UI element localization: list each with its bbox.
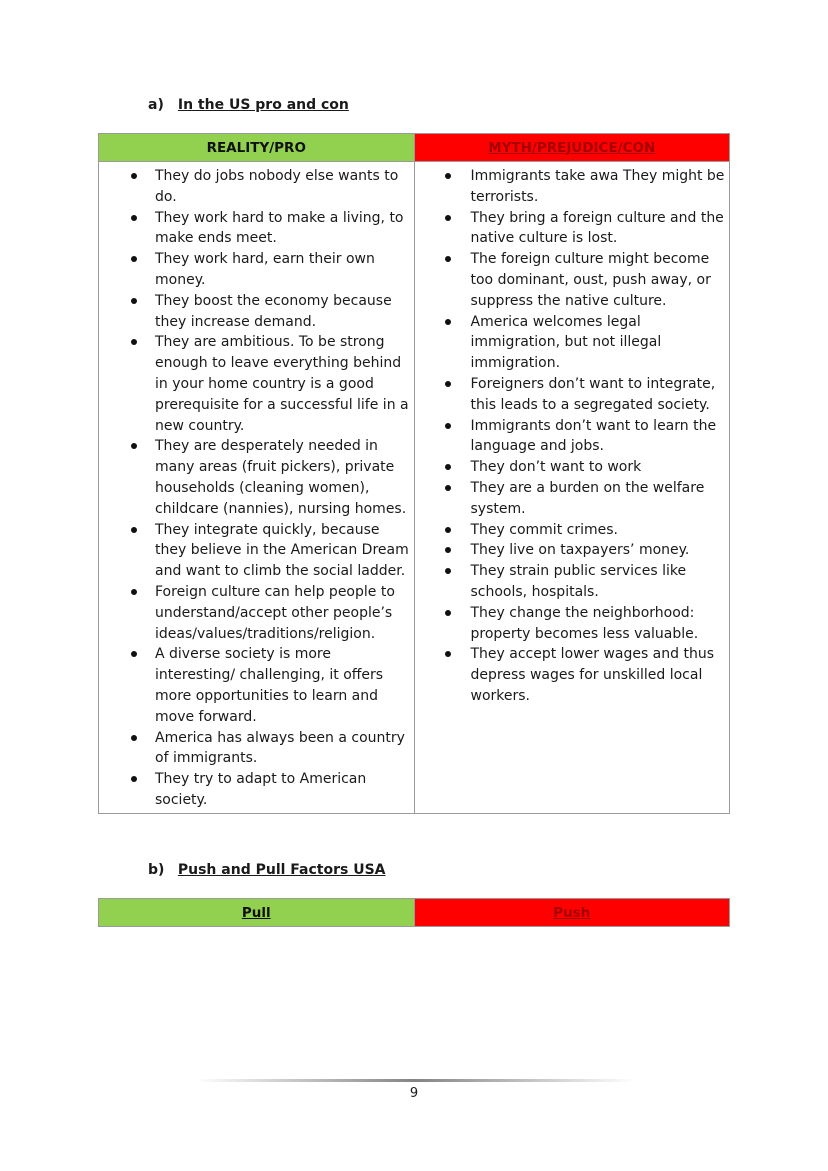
- list-item: They accept lower wages and thus depress wages for unskilled local workers.: [471, 644, 726, 706]
- list-item: Foreign culture can help people to understand/accept other people’s ideas/values/traditions/religion.: [155, 582, 410, 644]
- list-item: They are desperately needed in many areas (fruit pickers), private households (cleaning women), childcare (nannies), nursing homes.: [155, 436, 410, 519]
- list-item: They are ambitious. To be strong enough to leave everything behind in your home country is a good prerequisite for a successful life in a new country.: [155, 332, 410, 436]
- con-list: [415, 162, 730, 707]
- list-item: They do jobs nobody else wants to do.: [155, 166, 410, 208]
- con-cell: [414, 162, 730, 814]
- section-b-title: Push and Pull Factors USA: [177, 862, 386, 878]
- list-item: They integrate quickly, because they believe in the American Dream and want to climb the social ladder.: [155, 520, 410, 582]
- footer-divider: [195, 1079, 635, 1082]
- page-number: 9: [409, 1086, 419, 1101]
- list-item: They don’t want to work: [471, 457, 726, 478]
- pro-list: [99, 162, 414, 811]
- list-item: Immigrants don’t want to learn the language and jobs.: [471, 416, 726, 458]
- list-item: They boost the economy because they increase demand.: [155, 291, 410, 333]
- list-item: They bring a foreign culture and the native culture is lost.: [471, 208, 726, 250]
- list-item: They are a burden on the welfare system.: [471, 478, 726, 520]
- list-item: They live on taxpayers’ money.: [471, 540, 726, 561]
- pull-column-header: Pull: [99, 899, 415, 927]
- list-item: They change the neighborhood: property becomes less valuable.: [471, 603, 726, 645]
- list-item: They work hard to make a living, to make ends meet.: [155, 208, 410, 250]
- list-item: Foreigners don’t want to integrate, this leads to a segregated society.: [471, 374, 726, 416]
- section-b-heading: [148, 862, 385, 878]
- list-item: They work hard, earn their own money.: [155, 249, 410, 291]
- list-item: They try to adapt to American society.: [155, 769, 410, 811]
- list-item: They commit crimes.: [471, 520, 726, 541]
- list-item: The foreign culture might become too dominant, oust, push away, or suppress the native culture.: [471, 249, 726, 311]
- list-item: Immigrants take awa They might be terrorists.: [471, 166, 726, 208]
- pro-cell: [99, 162, 415, 814]
- list-item: They strain public services like schools, hospitals.: [471, 561, 726, 603]
- section-b-label: b): [148, 862, 165, 878]
- pro-con-table: [98, 133, 730, 814]
- section-a-heading: [148, 97, 349, 113]
- section-a-title: In the US pro and con: [177, 97, 349, 113]
- section-a-label: a): [148, 97, 164, 113]
- list-item: A diverse society is more interesting/ challenging, it offers more opportunities to learn and move forward.: [155, 644, 410, 727]
- list-item: America has always been a country of immigrants.: [155, 728, 410, 770]
- pro-column-header: REALITY/PRO: [99, 134, 415, 162]
- con-column-header: MYTH/PREJUDICE/CON: [414, 134, 730, 162]
- list-item: America welcomes legal immigration, but not illegal immigration.: [471, 312, 726, 374]
- push-pull-table: [98, 898, 730, 927]
- push-column-header: Push: [414, 899, 730, 927]
